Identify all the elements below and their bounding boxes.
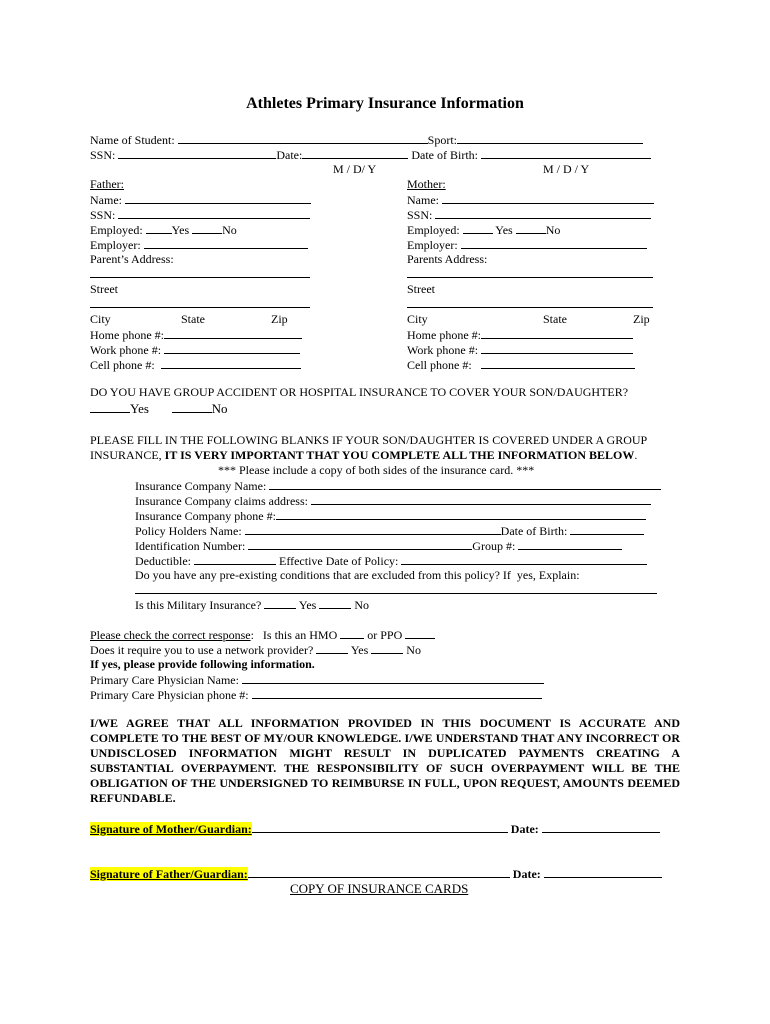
policy-holder-field[interactable] bbox=[245, 523, 501, 535]
id-number-label: Identification Number: bbox=[135, 539, 246, 553]
network-no-field[interactable] bbox=[371, 642, 403, 654]
father-employed-row bbox=[90, 222, 237, 238]
fill-instructions-prefix: INSURANCE, bbox=[90, 448, 165, 462]
mother-home-phone-field[interactable] bbox=[481, 327, 633, 339]
ins-phone-field[interactable] bbox=[276, 508, 646, 520]
mother-name-row bbox=[407, 192, 654, 208]
mother-work-phone-row bbox=[407, 342, 633, 358]
father-cell-phone-label: Cell phone #: bbox=[90, 358, 155, 372]
father-home-phone-field[interactable] bbox=[164, 327, 302, 339]
student-name-row bbox=[90, 132, 643, 148]
group-insurance-answer-row bbox=[90, 401, 228, 416]
copy-card-note: *** Please include a copy of both sides of the insurance card. *** bbox=[218, 463, 535, 477]
effective-date-field[interactable] bbox=[401, 553, 647, 565]
policy-holder-row bbox=[135, 523, 644, 539]
father-employer-row bbox=[90, 237, 308, 253]
date-format-right: M / D / Y bbox=[543, 162, 590, 176]
ins-claims-field[interactable] bbox=[311, 493, 651, 505]
father-no-label: No bbox=[222, 223, 237, 237]
mother-name-field[interactable] bbox=[442, 192, 654, 204]
mother-city-label: City bbox=[407, 312, 428, 326]
father-yes-label: Yes bbox=[171, 223, 190, 237]
father-home-phone-row bbox=[90, 327, 302, 343]
military-label: Is this Military Insurance? bbox=[135, 598, 262, 612]
father-employed-label: Employed: bbox=[90, 223, 143, 237]
military-no-label: No bbox=[354, 598, 370, 612]
father-name-row bbox=[90, 192, 311, 208]
father-ssn-row bbox=[90, 207, 310, 223]
preexisting-explain-line[interactable] bbox=[135, 593, 657, 594]
father-ssn-label: SSN: bbox=[90, 208, 116, 222]
mother-work-phone-label: Work phone #: bbox=[407, 343, 479, 357]
fill-instructions-line1: PLEASE FILL IN THE FOLLOWING BLANKS IF YOUR SON/DAUGHTER IS COVERED UNDER A GROUP bbox=[90, 433, 648, 447]
father-cell-phone-row bbox=[90, 357, 301, 373]
mother-ssn-row bbox=[407, 207, 651, 223]
father-heading: Father: bbox=[90, 177, 124, 191]
father-work-phone-field[interactable] bbox=[164, 342, 300, 354]
father-address-label: Parent’s Address: bbox=[90, 252, 174, 266]
hmo-field[interactable] bbox=[340, 627, 364, 639]
mother-cell-phone-label: Cell phone #: bbox=[407, 358, 472, 372]
father-zip-label: Zip bbox=[271, 312, 288, 326]
mother-address-label: Parents Address: bbox=[407, 252, 488, 266]
pcp-name-row bbox=[90, 672, 544, 688]
ins-phone-row bbox=[135, 508, 646, 524]
group-no-label: No bbox=[211, 401, 228, 416]
mother-signature-date-label: Date: bbox=[510, 822, 539, 836]
father-employer-field[interactable] bbox=[144, 237, 308, 249]
father-signature-date-label: Date: bbox=[512, 867, 541, 881]
mother-address-line[interactable] bbox=[407, 277, 653, 278]
mother-ssn-field[interactable] bbox=[435, 207, 651, 219]
pcp-name-field[interactable] bbox=[242, 672, 544, 684]
mother-street-label: Street bbox=[407, 282, 435, 296]
father-signature-field[interactable] bbox=[248, 866, 510, 878]
form-title: Athletes Primary Insurance Information bbox=[246, 95, 524, 112]
agreement-paragraph: I/WE AGREE THAT ALL INFORMATION PROVIDED IN THIS DOCUMENT IS ACCURATE AND COMPLETE TO THE BEST OF MY/OUR KNOWLEDGE. I/WE UNDERSTAND THAT ANY INCORRECT OR UNDISCLOSED INFORMATION MIGHT RESULT IN DUPLICATED PAYMENTS CREATING A SUBSTANTIAL OVERPAYMENT. THE RESPONSIBILITY OF SUCH OVERPAYMENT WILL BE THE OBLIGATION OF THE UNDERSIGNED TO REIMBURSE IN FULL, UPON REQUEST, AMOUNTS DEEMED REFUNDABLE. bbox=[90, 716, 680, 805]
mother-signature-label: Signature of Mother/Guardian: bbox=[90, 822, 252, 836]
military-row bbox=[135, 597, 369, 613]
father-state-label: State bbox=[181, 312, 205, 326]
mother-zip-label: Zip bbox=[633, 312, 650, 326]
mother-name-label: Name: bbox=[407, 193, 439, 207]
ins-company-label: Insurance Company Name: bbox=[135, 479, 267, 493]
father-employed-yes-field[interactable] bbox=[146, 222, 172, 234]
mother-signature-field[interactable] bbox=[252, 821, 508, 833]
deductible-label: Deductible: bbox=[135, 554, 191, 568]
pcp-phone-label: Primary Care Physician phone #: bbox=[90, 688, 249, 702]
policy-holder-label: Policy Holders Name: bbox=[135, 524, 242, 538]
father-signature-label: Signature of Father/Guardian: bbox=[90, 867, 248, 881]
date-field[interactable] bbox=[302, 147, 408, 159]
network-yes-label: Yes bbox=[350, 643, 369, 657]
mother-work-phone-field[interactable] bbox=[481, 342, 633, 354]
student-ssn-field[interactable] bbox=[118, 147, 276, 159]
mother-cell-phone-row bbox=[407, 357, 635, 373]
father-name-field[interactable] bbox=[125, 192, 311, 204]
mother-employer-label: Employer: bbox=[407, 238, 458, 252]
sport-field[interactable] bbox=[457, 132, 643, 144]
fill-instructions-suffix: . bbox=[634, 448, 638, 462]
mother-state-label: State bbox=[543, 312, 567, 326]
mother-employer-row bbox=[407, 237, 647, 253]
ins-claims-label: Insurance Company claims address: bbox=[135, 494, 308, 508]
group-no-field[interactable] bbox=[172, 401, 212, 413]
preexisting-question: Do you have any pre-existing conditions that are excluded from this policy? If yes, Explain: bbox=[135, 568, 580, 582]
deductible-field[interactable] bbox=[194, 553, 276, 565]
mother-yes-label: Yes bbox=[495, 223, 513, 237]
father-work-phone-row bbox=[90, 342, 300, 358]
group-number-field[interactable] bbox=[518, 538, 622, 550]
copy-insurance-cards-heading: COPY OF INSURANCE CARDS bbox=[290, 881, 469, 896]
pcp-phone-field[interactable] bbox=[252, 687, 542, 699]
hmo-ppo-row bbox=[90, 627, 435, 643]
father-employer-label: Employer: bbox=[90, 238, 141, 252]
mother-employed-row bbox=[407, 222, 560, 238]
date-format-left: M / D/ Y bbox=[333, 162, 377, 176]
mother-no-label: No bbox=[545, 223, 561, 237]
mother-ssn-label: SSN: bbox=[407, 208, 433, 222]
mother-home-phone-label: Home phone #: bbox=[407, 328, 481, 342]
fill-instructions-emphasis: IT IS VERY IMPORTANT THAT YOU COMPLETE ALL THE INFORMATION BELOW bbox=[164, 448, 635, 462]
ins-company-field[interactable] bbox=[269, 478, 661, 490]
dob-field[interactable] bbox=[481, 147, 651, 159]
network-yes-field[interactable] bbox=[316, 642, 348, 654]
group-yes-label: Yes bbox=[130, 401, 149, 416]
father-street-label: Street bbox=[90, 282, 118, 296]
group-yes-field[interactable] bbox=[90, 401, 130, 413]
sport-label: Sport: bbox=[427, 133, 457, 147]
policy-dob-label: Date of Birth: bbox=[500, 524, 568, 538]
id-number-row bbox=[135, 538, 622, 554]
dob-label: Date of Birth: bbox=[411, 148, 479, 162]
father-city-label: City bbox=[90, 312, 111, 326]
policy-dob-field[interactable] bbox=[570, 523, 644, 535]
group-number-label: Group #: bbox=[472, 539, 516, 553]
father-cell-phone-field[interactable] bbox=[161, 357, 301, 369]
father-signature-date-field[interactable] bbox=[544, 866, 662, 878]
military-yes-label: Yes bbox=[298, 598, 317, 612]
father-name-label: Name: bbox=[90, 193, 122, 207]
student-name-field[interactable] bbox=[178, 132, 428, 144]
father-city-line[interactable] bbox=[90, 307, 310, 308]
ssn-row bbox=[90, 147, 651, 163]
mother-employed-label: Employed: bbox=[407, 223, 460, 237]
pcp-name-label: Primary Care Physician Name: bbox=[90, 673, 239, 687]
mother-employed-no-field[interactable] bbox=[516, 222, 546, 234]
father-employed-no-field[interactable] bbox=[192, 222, 222, 234]
father-address-line[interactable] bbox=[90, 277, 310, 278]
father-ssn-field[interactable] bbox=[118, 207, 310, 219]
fill-instructions-line2 bbox=[90, 448, 637, 463]
military-yes-field[interactable] bbox=[264, 597, 296, 609]
mother-home-phone-row bbox=[407, 327, 633, 343]
ins-claims-row bbox=[135, 493, 651, 509]
mother-signature-row bbox=[90, 821, 660, 837]
group-insurance-question: DO YOU HAVE GROUP ACCIDENT OR HOSPITAL INSURANCE TO COVER YOUR SON/DAUGHTER? bbox=[90, 385, 629, 399]
student-name-label: Name of Student: bbox=[90, 133, 175, 147]
network-no-label: No bbox=[406, 643, 421, 657]
father-home-phone-label: Home phone #: bbox=[90, 328, 164, 342]
mother-cell-phone-field[interactable] bbox=[481, 357, 635, 369]
network-provider-row bbox=[90, 642, 421, 658]
father-signature-row bbox=[90, 866, 662, 882]
ssn-label: SSN: bbox=[90, 148, 116, 162]
id-number-field[interactable] bbox=[248, 538, 472, 550]
father-work-phone-label: Work phone #: bbox=[90, 343, 162, 357]
if-yes-instruction: If yes, please provide following information. bbox=[90, 657, 315, 671]
ins-phone-label: Insurance Company phone #: bbox=[135, 509, 276, 523]
mother-city-line[interactable] bbox=[407, 307, 653, 308]
pcp-phone-row bbox=[90, 687, 542, 703]
mother-employer-field[interactable] bbox=[461, 237, 647, 249]
mother-heading: Mother: bbox=[407, 177, 446, 191]
deductible-row bbox=[135, 553, 647, 569]
hmo-label: : Is this an HMO bbox=[250, 628, 338, 642]
ppo-label: or PPO bbox=[367, 628, 403, 642]
effective-date-label: Effective Date of Policy: bbox=[278, 554, 399, 568]
ppo-field[interactable] bbox=[405, 627, 435, 639]
military-no-field[interactable] bbox=[319, 597, 351, 609]
mother-signature-date-field[interactable] bbox=[542, 821, 660, 833]
date-label: Date: bbox=[276, 148, 303, 162]
check-response-label: Please check the correct response bbox=[90, 628, 251, 642]
ins-company-row bbox=[135, 478, 661, 494]
network-provider-label: Does it require you to use a network provider? bbox=[90, 643, 314, 657]
mother-employed-yes-field[interactable] bbox=[463, 222, 493, 234]
